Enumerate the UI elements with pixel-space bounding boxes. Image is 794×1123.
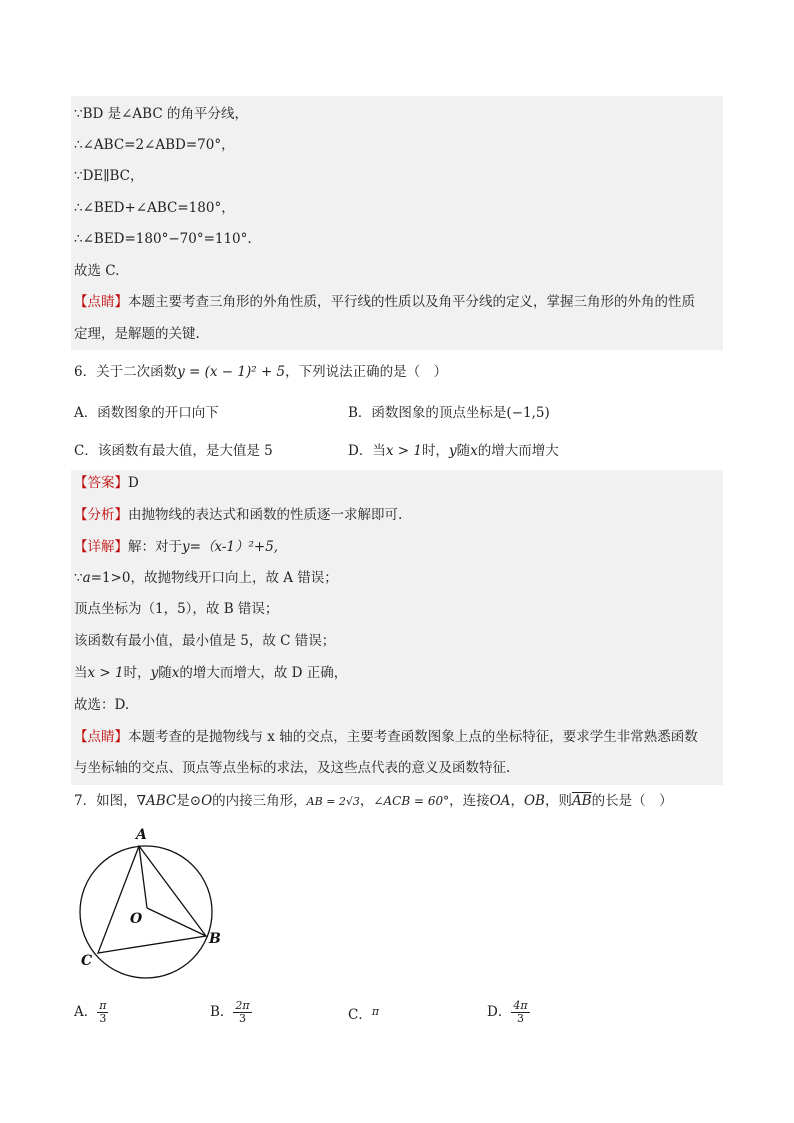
- q7-ab: AB = 2√3: [306, 795, 360, 808]
- label-b: B: [209, 931, 221, 947]
- frac-den: 3: [239, 1012, 247, 1025]
- detail-tag: 【详解】: [74, 539, 128, 555]
- q6-formula: y = (x − 1)² + 5: [177, 364, 286, 380]
- answer-value: D: [128, 475, 139, 491]
- text-line: ∴∠ABC=2∠ABD=70°，: [74, 137, 235, 153]
- q7-suffix: 的长是（ ）: [591, 793, 673, 809]
- line-d-pre: 当: [74, 665, 88, 681]
- frac-den: 3: [99, 1012, 107, 1025]
- text-line: 顶点坐标为（1，5），故 B 错误；: [74, 601, 279, 617]
- label-a: A: [136, 827, 147, 843]
- line-a-var: a: [82, 570, 91, 586]
- q7-circle: ⊙O: [189, 793, 213, 809]
- q7-angle: ∠ACB = 60°: [373, 794, 450, 808]
- frac-num: 4π: [513, 999, 528, 1012]
- q6-prefix: 6．关于二次函数: [74, 364, 178, 380]
- q6-d-post: 的增大而增大: [477, 443, 559, 459]
- q6-suffix: ，下列说法正确的是（ ）: [285, 364, 448, 380]
- dianjing-line-2: 定理，是解题的关键.: [74, 326, 200, 342]
- q7-sep1: ，: [359, 793, 374, 809]
- q6-option-c: C．该函数有最大值，是大值是 5: [74, 443, 273, 459]
- q7-c-value: π: [371, 1005, 380, 1018]
- dianjing-line: [74, 727, 698, 747]
- dianjing-line-2: 与坐标轴的交点、顶点等点坐标的求法，及这些点代表的意义及函数特征.: [74, 760, 511, 776]
- q7-mid3: ，连接: [449, 793, 490, 809]
- analysis-line: [74, 505, 402, 525]
- analysis-tag: 【分析】: [74, 507, 128, 523]
- line-d-y: y: [150, 665, 159, 681]
- detail-formula: y=（x-1）²+5,: [182, 539, 279, 555]
- frac-den: 3: [516, 1012, 524, 1025]
- fraction-d: [511, 1000, 529, 1025]
- q7-option-a: [74, 996, 108, 1028]
- line-a-pre: ∵: [74, 570, 83, 586]
- segment-ob: [147, 908, 206, 936]
- q6-d-pre: D．当: [348, 443, 386, 459]
- text-line: 该函数有最小值，最小值是 5，故 C 错误；: [74, 633, 336, 649]
- q7-d-label: D．: [487, 1004, 512, 1020]
- fraction-a: [97, 1000, 108, 1025]
- q7-prefix: 7．如图，: [74, 793, 137, 809]
- text-line: 故选：D.: [74, 697, 130, 713]
- question-7: [74, 791, 673, 811]
- label-c: C: [81, 953, 93, 969]
- q7-c-label: C．: [348, 1007, 372, 1023]
- analysis-text: 由抛物线的表达式和函数的性质逐一求解即可.: [128, 507, 403, 523]
- q7-option-b: [210, 996, 252, 1028]
- answer-tag: 【答案】: [74, 475, 128, 491]
- q7-option-d: [487, 996, 530, 1028]
- text-line: ∵DE∥BC，: [74, 168, 144, 184]
- frac-num: π: [99, 999, 107, 1012]
- text-line: ∵BD 是∠ABC 的角平分线，: [74, 106, 248, 122]
- detail-pre: 解：对于: [128, 539, 182, 555]
- line-d-x: x: [171, 665, 180, 681]
- line-d-mid2: 随: [158, 665, 172, 681]
- q7-ob: OB: [523, 793, 545, 809]
- q6-d-y: y: [448, 443, 457, 459]
- q7-option-c: [348, 996, 379, 1028]
- q7-sep2: ，: [510, 793, 524, 809]
- q7-arc: $\overline{AB}$: [571, 793, 592, 809]
- q6-d-math: x > 1: [385, 443, 422, 459]
- text-line: ∴∠BED=180°−70°=110°.: [74, 231, 252, 247]
- dianjing-tag: 【点睛】: [74, 729, 128, 745]
- question-6: [74, 362, 447, 382]
- q7-a-label: A．: [74, 1004, 98, 1020]
- q6-option-d: [348, 440, 559, 462]
- fraction-b: [233, 1000, 251, 1025]
- q6-d-mid2: 随: [456, 443, 471, 459]
- text-line: [74, 568, 338, 588]
- q6-d-mid: 时，: [421, 443, 449, 459]
- q7-triangle: ∇ABC: [136, 793, 177, 809]
- q6-option-b-math: (−1,5): [506, 405, 550, 421]
- dianjing-tag: 【点睛】: [74, 294, 128, 310]
- q6-d-x: x: [470, 443, 478, 459]
- circle-o: [80, 846, 212, 978]
- answer-line: [74, 473, 139, 493]
- line-a-post: =1>0，故抛物线开口向上，故 A 错误；: [90, 570, 338, 586]
- frac-num: 2π: [235, 999, 250, 1012]
- detail-line: [74, 537, 278, 557]
- dianjing-text: 本题主要考查三角形的外角性质，平行线的性质以及角平分线的定义，掌握三角形的外角的性质: [128, 294, 695, 310]
- circle-figure: [70, 822, 240, 982]
- q6-option-b: [348, 402, 550, 424]
- line-d-post: 的增大而增大，故 D 正确，: [179, 665, 348, 681]
- line-d-math: x > 1: [87, 665, 124, 681]
- q7-b-label: B．: [210, 1004, 234, 1020]
- q6-option-b-text: B．函数图象的顶点坐标是: [348, 405, 507, 421]
- q6-option-a: A．函数图象的开口向下: [74, 405, 219, 421]
- q7-oa: OA: [489, 793, 511, 809]
- text-line: ∴∠BED+∠ABC=180°，: [74, 200, 235, 216]
- dianjing-text: 本题考查的是抛物线与 x 轴的交点，主要考查函数图象上点的坐标特征，要求学生非常熟悉函数: [128, 729, 698, 745]
- dianjing-line: [74, 292, 695, 312]
- q7-mid1: 是: [176, 793, 190, 809]
- q7-mid2: 的内接三角形，: [212, 793, 307, 809]
- text-line: [74, 663, 347, 683]
- q7-mid4: ，则: [544, 793, 572, 809]
- text-line: 故选 C.: [74, 263, 120, 279]
- line-d-mid: 时，: [123, 665, 151, 681]
- label-o: O: [130, 911, 143, 927]
